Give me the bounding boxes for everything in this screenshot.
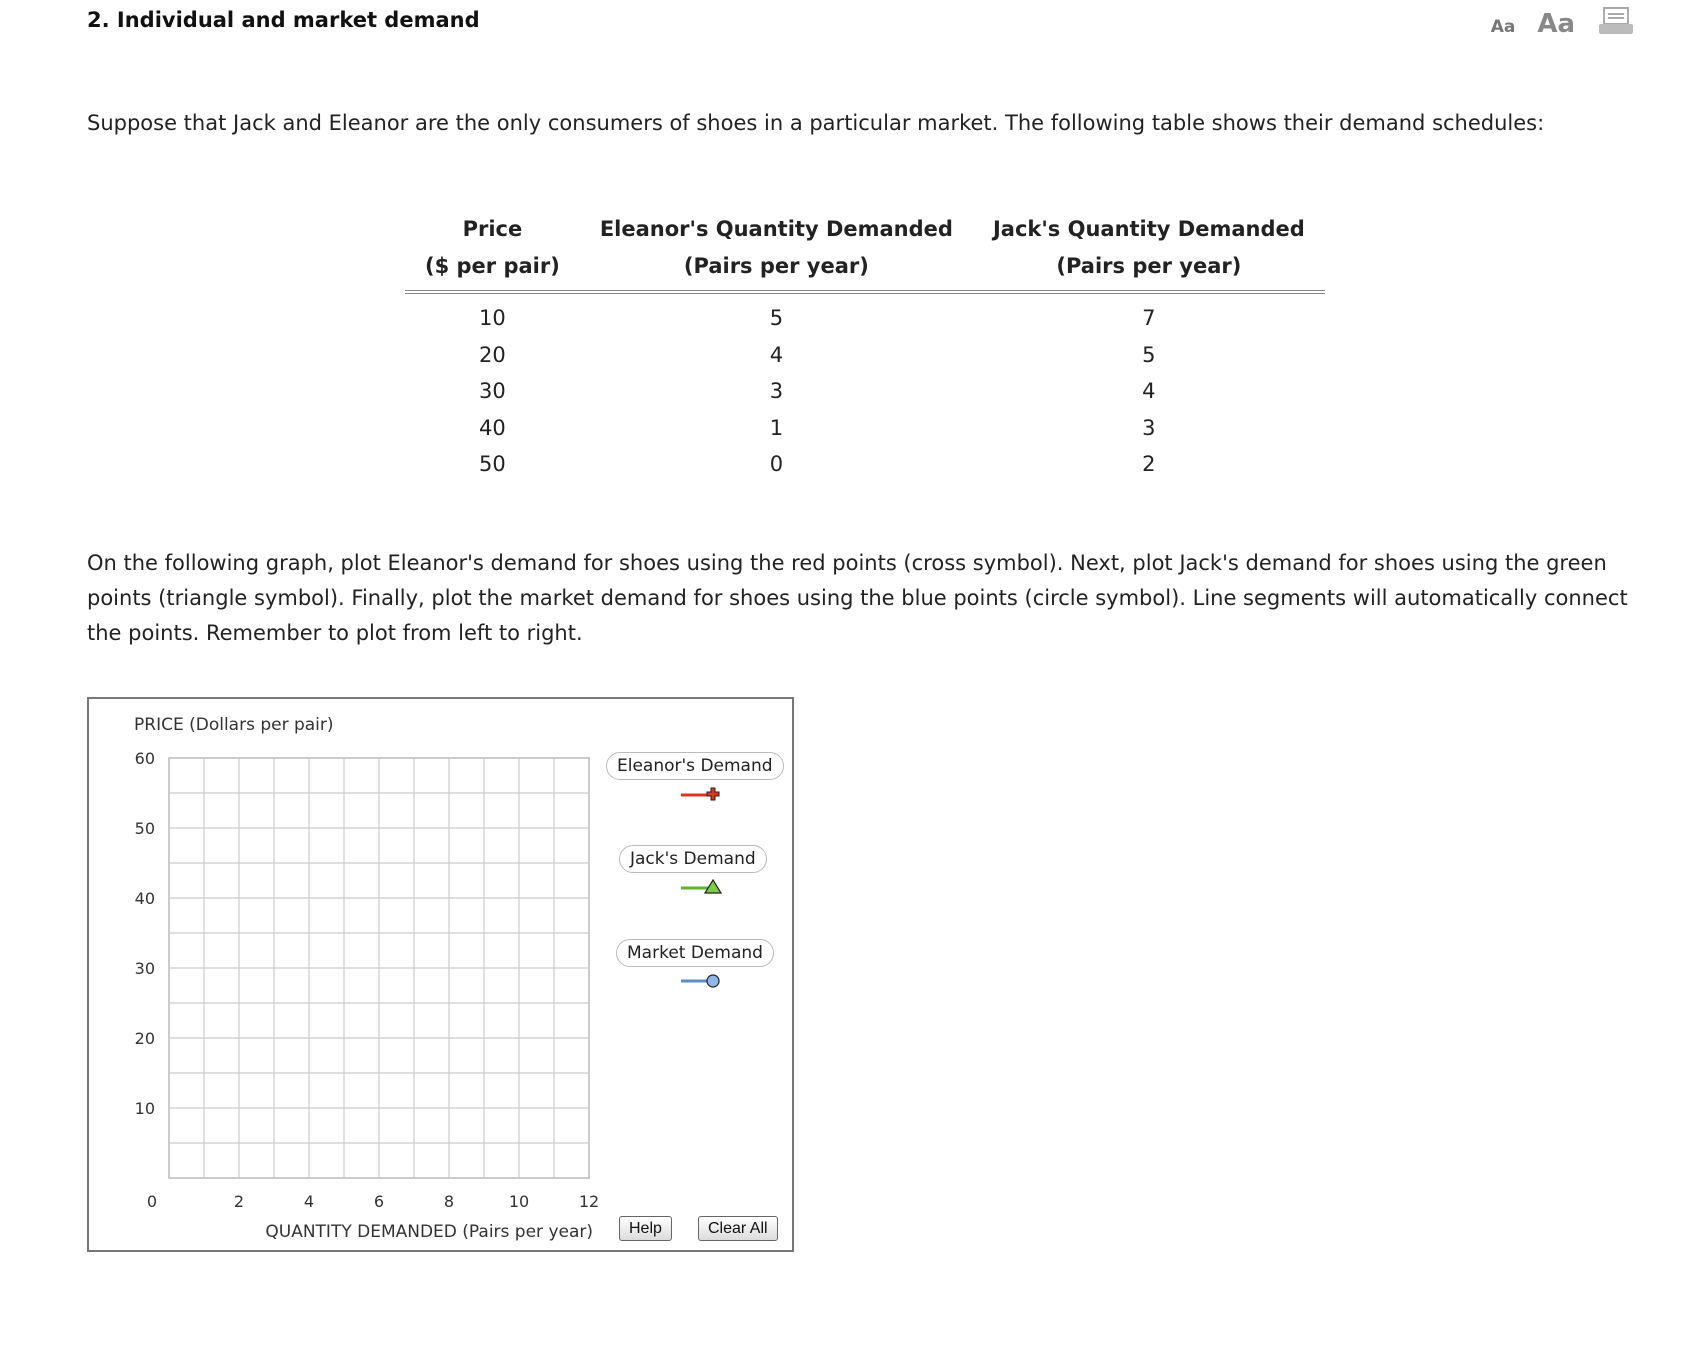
- legend-jack-demand[interactable]: Jack's Demand: [619, 845, 767, 873]
- y-tick-label: 10: [134, 1099, 155, 1118]
- x-tick-label: 12: [578, 1192, 600, 1211]
- cell-price: 10: [479, 306, 506, 331]
- cell-jack-qty: 3: [1142, 415, 1156, 440]
- x-tick-label: 4: [303, 1192, 315, 1211]
- table-row: [405, 410, 1325, 447]
- y-tick-label: 50: [134, 819, 155, 838]
- x-tick-label: 0: [146, 1192, 158, 1211]
- x-axis-title: QUANTITY DEMANDED (Pairs per year): [265, 1222, 593, 1242]
- x-tick-label: 2: [233, 1192, 245, 1211]
- cell-price: 30: [479, 379, 506, 404]
- cell-price: 40: [479, 415, 506, 440]
- increase-font-button[interactable]: Aa: [1537, 9, 1575, 39]
- x-tick-label: 6: [373, 1192, 385, 1211]
- cell-price: 50: [479, 452, 506, 477]
- clear-all-button[interactable]: Clear All: [698, 1216, 778, 1241]
- col-subheader-price: ($ per pair): [405, 247, 580, 292]
- market-circle-tool-icon[interactable]: [679, 971, 723, 991]
- cell-jack-qty: 7: [1142, 306, 1156, 331]
- y-tick-label: 30: [134, 959, 155, 978]
- cell-jack-qty: 5: [1142, 342, 1156, 367]
- instructions-text: On the following graph, plot Eleanor's demand for shoes using the red points (cross symbol). Next, plot Jack's demand for shoes using the green points (triangle symbol). Finally, plot the market demand for shoes using the blue points (circle symbol). Line segments will automatically connect the points. Remember to plot from left to right.: [87, 551, 1628, 645]
- jack-triangle-tool-icon[interactable]: [679, 877, 723, 897]
- cell-eleanor-qty: 0: [769, 452, 784, 477]
- cell-eleanor-qty: 3: [769, 379, 784, 404]
- help-button[interactable]: Help: [619, 1216, 672, 1241]
- cell-eleanor-qty: 1: [769, 415, 784, 440]
- col-header-price: Price: [462, 216, 523, 241]
- y-tick-label: 60: [134, 749, 155, 768]
- legend-market-demand[interactable]: Market Demand: [616, 939, 774, 967]
- col-header-eleanor: Eleanor's Quantity Demanded: [599, 216, 953, 241]
- cell-price: 20: [479, 342, 506, 367]
- y-tick-label: 40: [134, 889, 155, 908]
- table-row: [405, 292, 1325, 337]
- intro-text: Suppose that Jack and Eleanor are the only consumers of shoes in a particular market. The following table shows their demand schedules:: [87, 111, 1545, 135]
- cell-eleanor-qty: 5: [769, 306, 784, 331]
- x-tick-label: 10: [508, 1192, 530, 1211]
- col-subheader-eleanor: (Pairs per year): [580, 247, 973, 292]
- table-row: [405, 373, 1325, 410]
- cell-jack-qty: 2: [1142, 452, 1156, 477]
- y-axis-title: PRICE (Dollars per pair): [134, 715, 334, 735]
- y-tick-label: 20: [134, 1029, 155, 1048]
- print-icon[interactable]: [1597, 6, 1635, 42]
- eleanor-cross-tool-icon[interactable]: [679, 785, 723, 805]
- cell-eleanor-qty: 4: [769, 342, 784, 367]
- question-title: 2. Individual and market demand: [87, 8, 480, 32]
- table-row: [405, 337, 1325, 374]
- table-row: [405, 446, 1325, 483]
- x-tick-label: 8: [443, 1192, 455, 1211]
- decrease-font-button[interactable]: Aa: [1490, 17, 1516, 37]
- col-subheader-jack: (Pairs per year): [973, 247, 1325, 292]
- graph-panel: [87, 697, 794, 1252]
- demand-schedule-table: [405, 210, 1325, 483]
- cell-jack-qty: 4: [1142, 379, 1156, 404]
- legend-eleanor-demand[interactable]: Eleanor's Demand: [606, 752, 784, 780]
- toolbar: [1491, 6, 1635, 42]
- col-header-jack: Jack's Quantity Demanded: [992, 216, 1305, 241]
